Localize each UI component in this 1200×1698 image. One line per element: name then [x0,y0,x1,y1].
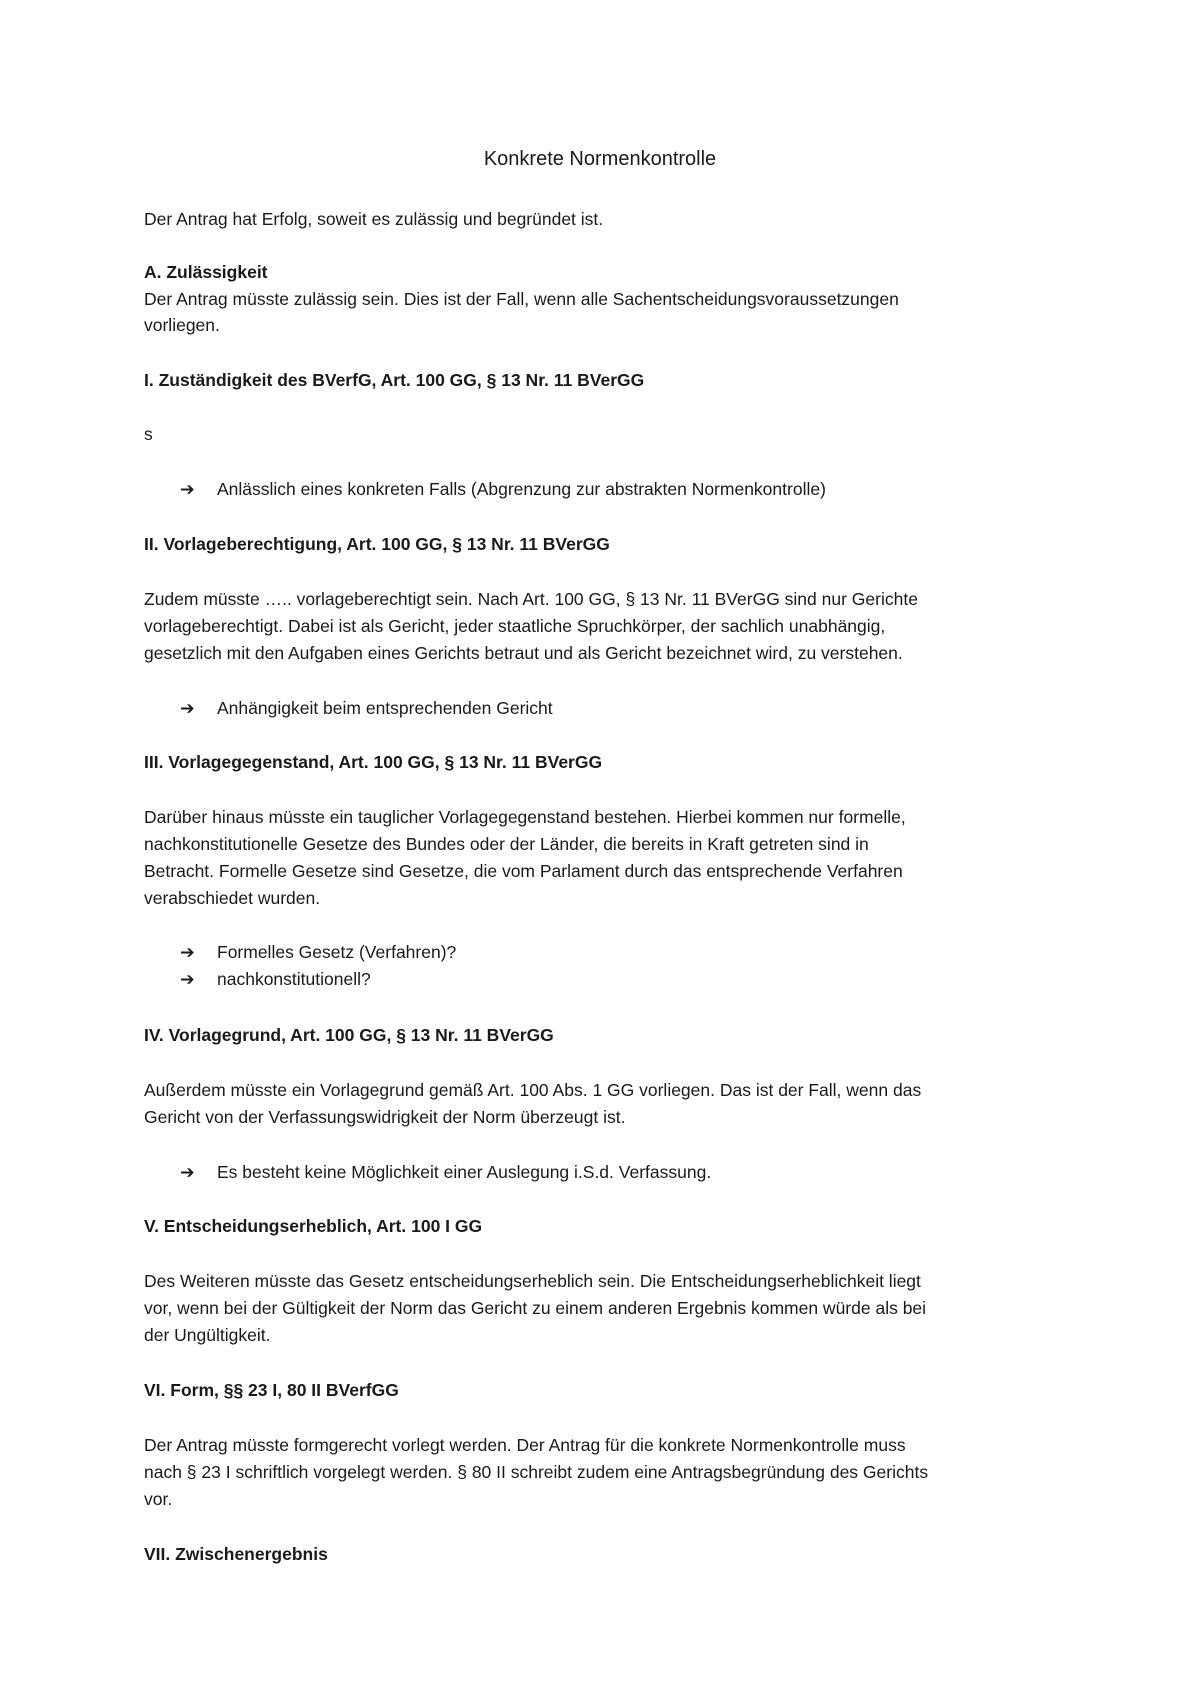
list-item-text: nachkonstitutionell? [217,969,371,989]
list-item [180,695,553,721]
paragraph-line: vor. [144,1489,173,1509]
paragraph-line: vorlageberechtigt. Dabei ist als Gericht, jeder staatliche Spruchkörper, der sachlich unabhängig, [144,616,886,636]
paragraph-line: Der Antrag müsste zulässig sein. Dies ist der Fall, wenn alle Sachentscheidungsvoraussetzungen [144,289,899,309]
paragraph-line: Des Weiteren müsste das Gesetz entscheidungserheblich sein. Die Entscheidungserheblichkeit liegt [144,1271,921,1291]
section-a-heading: A. Zulässigkeit [144,262,268,282]
list-item-text: Es besteht keine Möglichkeit einer Auslegung i.S.d. Verfassung. [217,1162,712,1182]
paragraph-line: s [144,424,153,444]
list-item [180,1159,711,1185]
paragraph-line: vor, wenn bei der Gültigkeit der Norm das Gericht zu einem anderen Ergebnis kommen würde als bei [144,1298,927,1318]
paragraph-line: vorliegen. [144,315,220,335]
paragraph-line: Darüber hinaus müsste ein tauglicher Vorlagegegenstand bestehen. Hierbei kommen nur formelle, [144,807,906,827]
arrow-right-icon: ➔ [180,698,195,718]
section-7-heading: VII. Zwischenergebnis [144,1544,328,1564]
arrow-right-icon: ➔ [180,942,195,962]
section-1-heading: I. Zuständigkeit des BVerfG, Art. 100 GG, § 13 Nr. 11 BVerGG [144,370,645,390]
arrow-right-icon: ➔ [180,969,195,989]
section-3-heading: III. Vorlagegegenstand, Art. 100 GG, § 13 Nr. 11 BVerGG [144,752,603,772]
list-item [180,476,826,502]
paragraph-line: Zudem müsste ….. vorlageberechtigt sein. Nach Art. 100 GG, § 13 Nr. 11 BVerGG sind nur Gerichte [144,589,918,609]
paragraph-line: gesetzlich mit den Aufgaben eines Gerichts betraut und als Gericht bezeichnet wird, zu verstehen. [144,643,903,663]
arrow-right-icon: ➔ [180,1162,195,1182]
section-4-heading: IV. Vorlagegrund, Art. 100 GG, § 13 Nr. 11 BVerGG [144,1025,554,1045]
paragraph-line: verabschiedet wurden. [144,888,321,908]
section-5-heading: V. Entscheidungserheblich, Art. 100 I GG [144,1216,483,1236]
arrow-right-icon: ➔ [180,479,195,499]
list-item [180,966,371,992]
list-item-text: Anlässlich eines konkreten Falls (Abgrenzung zur abstrakten Normenkontrolle) [217,479,826,499]
section-2-heading: II. Vorlageberechtigung, Art. 100 GG, § 13 Nr. 11 BVerGG [144,534,610,554]
paragraph-line: Der Antrag müsste formgerecht vorlegt werden. Der Antrag für die konkrete Normenkontrolle muss [144,1435,906,1455]
list-item-text: Formelles Gesetz (Verfahren)? [217,942,457,962]
paragraph-line: Betracht. Formelle Gesetze sind Gesetze, die vom Parlament durch das entsprechende Verfahren [144,861,903,881]
paragraph-line: nachkonstitutionelle Gesetze des Bundes oder der Länder, die bereits in Kraft getreten sind in [144,834,869,854]
document-title: Konkrete Normenkontrolle [483,148,717,170]
list-item [180,939,456,965]
paragraph-line: der Ungültigkeit. [144,1325,271,1345]
paragraph-line: Gericht von der Verfassungswidrigkeit der Norm überzeugt ist. [144,1107,626,1127]
section-6-heading: VI. Form, §§ 23 I, 80 II BVerfGG [144,1380,399,1400]
paragraph-line: Außerdem müsste ein Vorlagegrund gemäß Art. 100 Abs. 1 GG vorliegen. Das ist der Fall, wenn das [144,1080,922,1100]
list-item-text: Anhängigkeit beim entsprechenden Gericht [217,698,553,718]
paragraph-line: nach § 23 I schriftlich vorgelegt werden. § 80 II schreibt zudem eine Antragsbegründung des Gerichts [144,1462,929,1482]
intro-text: Der Antrag hat Erfolg, soweit es zulässig und begründet ist. [144,209,604,229]
